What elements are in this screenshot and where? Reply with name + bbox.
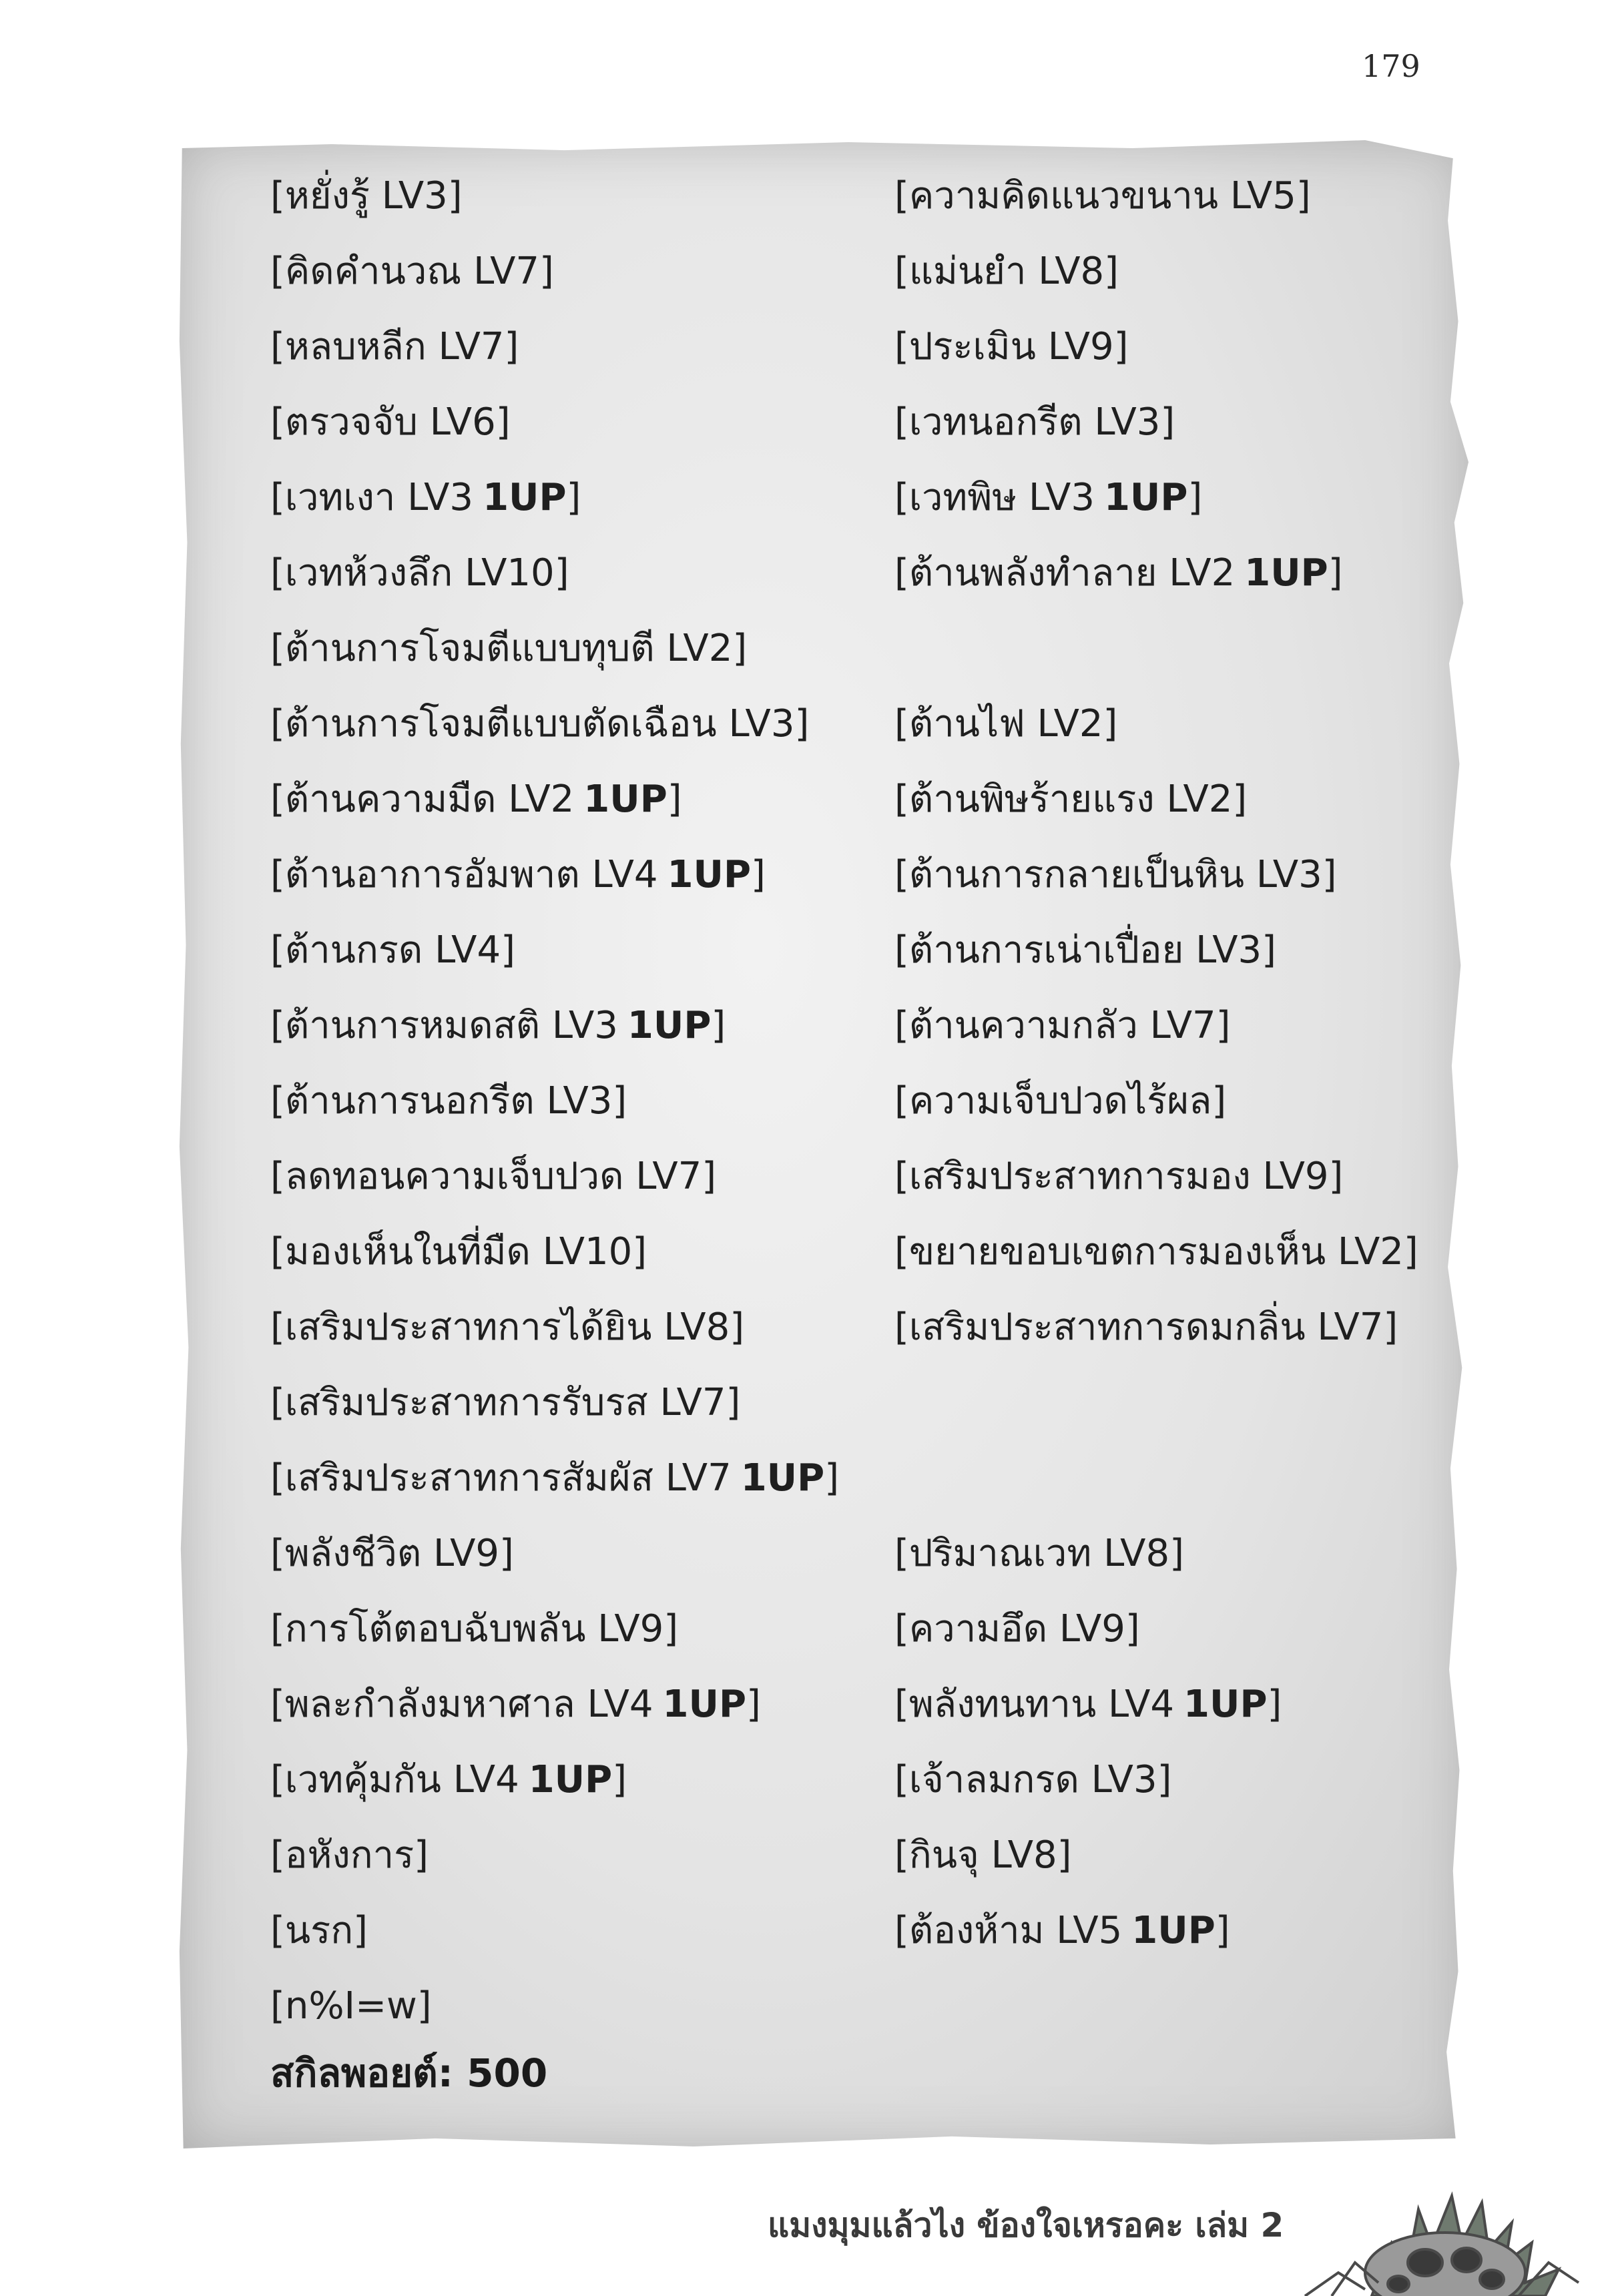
skill-name: [การโต้ตอบฉับพลัน LV9] — [270, 1607, 679, 1651]
skill-name: [นรก] — [270, 1909, 368, 1952]
skill-entry — [894, 988, 1231, 1063]
skill-name: [หลบหลีก LV7] — [270, 325, 519, 368]
skill-entry — [270, 1214, 647, 1289]
skill-row — [270, 1817, 1445, 1893]
skill-entry — [270, 1591, 678, 1667]
skill-bracket-close: ] — [667, 778, 682, 821]
skill-entry — [894, 837, 1337, 912]
skill-entry — [894, 1893, 1230, 1968]
skill-name: [ลดทอนความเจ็บปวด LV7] — [270, 1155, 717, 1198]
skill-name: [ต้านพิษร้ายแรง LV2] — [894, 778, 1248, 821]
skill-row — [270, 762, 1445, 837]
skill-name: [ความคิดแนวขนาน LV5] — [894, 174, 1311, 218]
skill-entry — [894, 1139, 1343, 1214]
skill-row — [270, 309, 1445, 384]
skill-name: [พละกำลังมหาศาล LV4 — [270, 1683, 653, 1726]
skill-entry — [894, 686, 1117, 762]
level-up-badge: 1UP — [528, 1758, 613, 1801]
skill-name: [ต้านการกลายเป็นหิน LV3] — [894, 853, 1337, 896]
skill-entry — [270, 912, 515, 988]
skill-row — [270, 1365, 1445, 1440]
skill-entry — [270, 611, 747, 686]
skill-name: [ปริมาณเวท LV8] — [894, 1532, 1184, 1575]
skill-entry — [894, 1214, 1418, 1289]
skill-name: [ต้านการนอกรีต LV3] — [270, 1079, 627, 1123]
skill-entry — [894, 460, 1202, 535]
skill-entry — [270, 1063, 627, 1139]
skill-row — [270, 158, 1445, 234]
skill-points: สกิลพอยต์: 500 — [270, 2050, 548, 2096]
skill-entry — [894, 384, 1175, 460]
skill-name: [ขยายขอบเขตการมองเห็น LV2] — [894, 1230, 1418, 1273]
level-up-badge: 1UP — [1103, 476, 1188, 519]
page-number: 179 — [1362, 48, 1420, 84]
skill-name: [ความเจ็บปวดไร้ผล] — [894, 1079, 1227, 1123]
skill-name: [เวทคุ้มกัน LV4 — [270, 1758, 519, 1801]
skill-name: [ต้านความกลัว LV7] — [894, 1004, 1231, 1047]
skill-entry — [270, 837, 766, 912]
skill-name: [มองเห็นในที่มืด LV10] — [270, 1230, 647, 1273]
skill-name: [ต้านการเน่าเปื่อย LV3] — [894, 928, 1277, 972]
skill-name: [ต้านการโจมตีแบบทุบตี LV2] — [270, 627, 748, 670]
skill-entry — [894, 1289, 1398, 1365]
skill-row — [270, 1440, 1445, 1516]
level-up-badge: 1UP — [667, 853, 751, 896]
skill-row — [270, 1139, 1445, 1214]
skill-bracket-close: ] — [1267, 1683, 1282, 1726]
skill-name: [อหังการ] — [270, 1833, 429, 1877]
skill-name: [พลังทนทาน LV4 — [894, 1683, 1175, 1726]
skill-row — [270, 988, 1445, 1063]
skill-row — [270, 1289, 1445, 1365]
skill-entry — [894, 1667, 1282, 1742]
skill-entry — [270, 460, 581, 535]
skill-bracket-close: ] — [751, 853, 766, 896]
level-up-badge: 1UP — [627, 1004, 712, 1047]
skill-name: [เสริมประสาทการรับรส LV7] — [270, 1381, 741, 1424]
skill-entry — [894, 1817, 1071, 1893]
skill-name: [ต้องห้าม LV5 — [894, 1909, 1123, 1952]
skill-entry — [270, 384, 511, 460]
skill-name: [ต้านไฟ LV2] — [894, 702, 1118, 746]
level-up-badge: 1UP — [1131, 1909, 1216, 1952]
skill-list — [270, 158, 1445, 2044]
skill-bracket-close: ] — [711, 1004, 726, 1047]
skill-entry — [894, 762, 1247, 837]
skill-row — [270, 837, 1445, 912]
skill-name: [เวทห้วงลึก LV10] — [270, 551, 569, 595]
level-up-badge: 1UP — [740, 1456, 825, 1500]
skill-name: [ประเมิน LV9] — [894, 325, 1129, 368]
skill-entry — [270, 1893, 368, 1968]
skill-name: [คิดคำนวณ LV7] — [270, 250, 554, 293]
skill-entry — [270, 1742, 627, 1817]
skill-row — [270, 1893, 1445, 1968]
skill-name: [ตรวจจับ LV6] — [270, 400, 511, 444]
skill-name: [แม่นยำ LV8] — [894, 250, 1119, 293]
skill-name: [เสริมประสาทการดมกลิ่น LV7] — [894, 1306, 1398, 1349]
skill-entry — [270, 309, 519, 384]
skill-entry — [270, 1516, 514, 1591]
skill-row — [270, 1516, 1445, 1591]
level-up-badge: 1UP — [583, 778, 667, 821]
skill-row — [270, 611, 1445, 686]
skill-name: [ต้านอาการอัมพาต LV4 — [270, 853, 658, 896]
skill-entry — [270, 158, 463, 234]
skill-row — [270, 1968, 1445, 2044]
skill-bracket-close: ] — [1328, 551, 1343, 595]
skill-name: [ต้านความมืด LV2 — [270, 778, 575, 821]
skill-entry — [270, 535, 569, 611]
skill-entry — [894, 309, 1129, 384]
spider-mascot-icon — [1292, 2129, 1605, 2296]
skill-row — [270, 1214, 1445, 1289]
skill-name: [เสริมประสาทการมอง LV9] — [894, 1155, 1344, 1198]
skill-bracket-close: ] — [746, 1683, 761, 1726]
skill-name: [เวทนอกรีต LV3] — [894, 400, 1175, 444]
skill-entry — [894, 158, 1311, 234]
skill-entry — [270, 988, 726, 1063]
skill-entry — [270, 1289, 744, 1365]
skill-entry — [894, 234, 1119, 309]
skill-name: [พลังชีวิต LV9] — [270, 1532, 514, 1575]
skill-name: [ต้านพลังทำลาย LV2 — [894, 551, 1236, 595]
level-up-badge: 1UP — [483, 476, 567, 519]
skill-row — [270, 1667, 1445, 1742]
skill-entry — [894, 1063, 1226, 1139]
skill-entry — [894, 1516, 1184, 1591]
skill-entry — [270, 1667, 761, 1742]
skill-bracket-close: ] — [824, 1456, 840, 1500]
skill-name: [กินจุ LV8] — [894, 1833, 1072, 1877]
skill-entry — [894, 1591, 1140, 1667]
skill-entry — [894, 535, 1343, 611]
skill-bracket-close: ] — [1187, 476, 1203, 519]
skill-row — [270, 686, 1445, 762]
skill-entry — [894, 912, 1276, 988]
skill-row — [270, 1742, 1445, 1817]
skill-entry — [270, 234, 554, 309]
skill-name: [ต้านการหมดสติ LV3 — [270, 1004, 618, 1047]
skill-entry — [270, 686, 809, 762]
skill-name: [ต้านการโจมตีแบบตัดเฉือน LV3] — [270, 702, 810, 746]
skill-name: [n%I=w] — [270, 1984, 432, 2028]
skill-entry — [270, 1440, 839, 1516]
skill-name: [เวทเงา LV3 — [270, 476, 474, 519]
skill-row — [270, 1063, 1445, 1139]
skill-entry — [270, 1365, 740, 1440]
skill-row — [270, 1591, 1445, 1667]
skill-name: [หยั่งรู้ LV3] — [270, 174, 463, 218]
skill-row — [270, 912, 1445, 988]
skill-bracket-close: ] — [1215, 1909, 1230, 1952]
skill-entry — [270, 762, 682, 837]
skill-entry — [270, 1139, 716, 1214]
skill-row — [270, 535, 1445, 611]
skill-name: [ความอึด LV9] — [894, 1607, 1140, 1651]
skill-name: [เจ้าลมกรด LV3] — [894, 1758, 1172, 1801]
level-up-badge: 1UP — [1183, 1683, 1268, 1726]
skill-row — [270, 460, 1445, 535]
skill-entry — [270, 1817, 429, 1893]
skill-bracket-close: ] — [612, 1758, 627, 1801]
skill-bracket-close: ] — [566, 476, 581, 519]
skill-row — [270, 384, 1445, 460]
skill-entry — [270, 1968, 432, 2044]
skill-name: [เวทพิษ LV3 — [894, 476, 1095, 519]
skill-name: [เสริมประสาทการได้ยิน LV8] — [270, 1306, 745, 1349]
level-up-badge: 1UP — [1244, 551, 1328, 595]
skill-row — [270, 234, 1445, 309]
skill-entry — [894, 1742, 1171, 1817]
skill-name: [เสริมประสาทการสัมผัส LV7 — [270, 1456, 732, 1500]
skill-name: [ต้านกรด LV4] — [270, 928, 515, 972]
footer-book-title: แมงมุมแล้วไง ข้องใจเหรอคะ เล่ม 2 — [768, 2206, 1284, 2245]
level-up-badge: 1UP — [662, 1683, 747, 1726]
